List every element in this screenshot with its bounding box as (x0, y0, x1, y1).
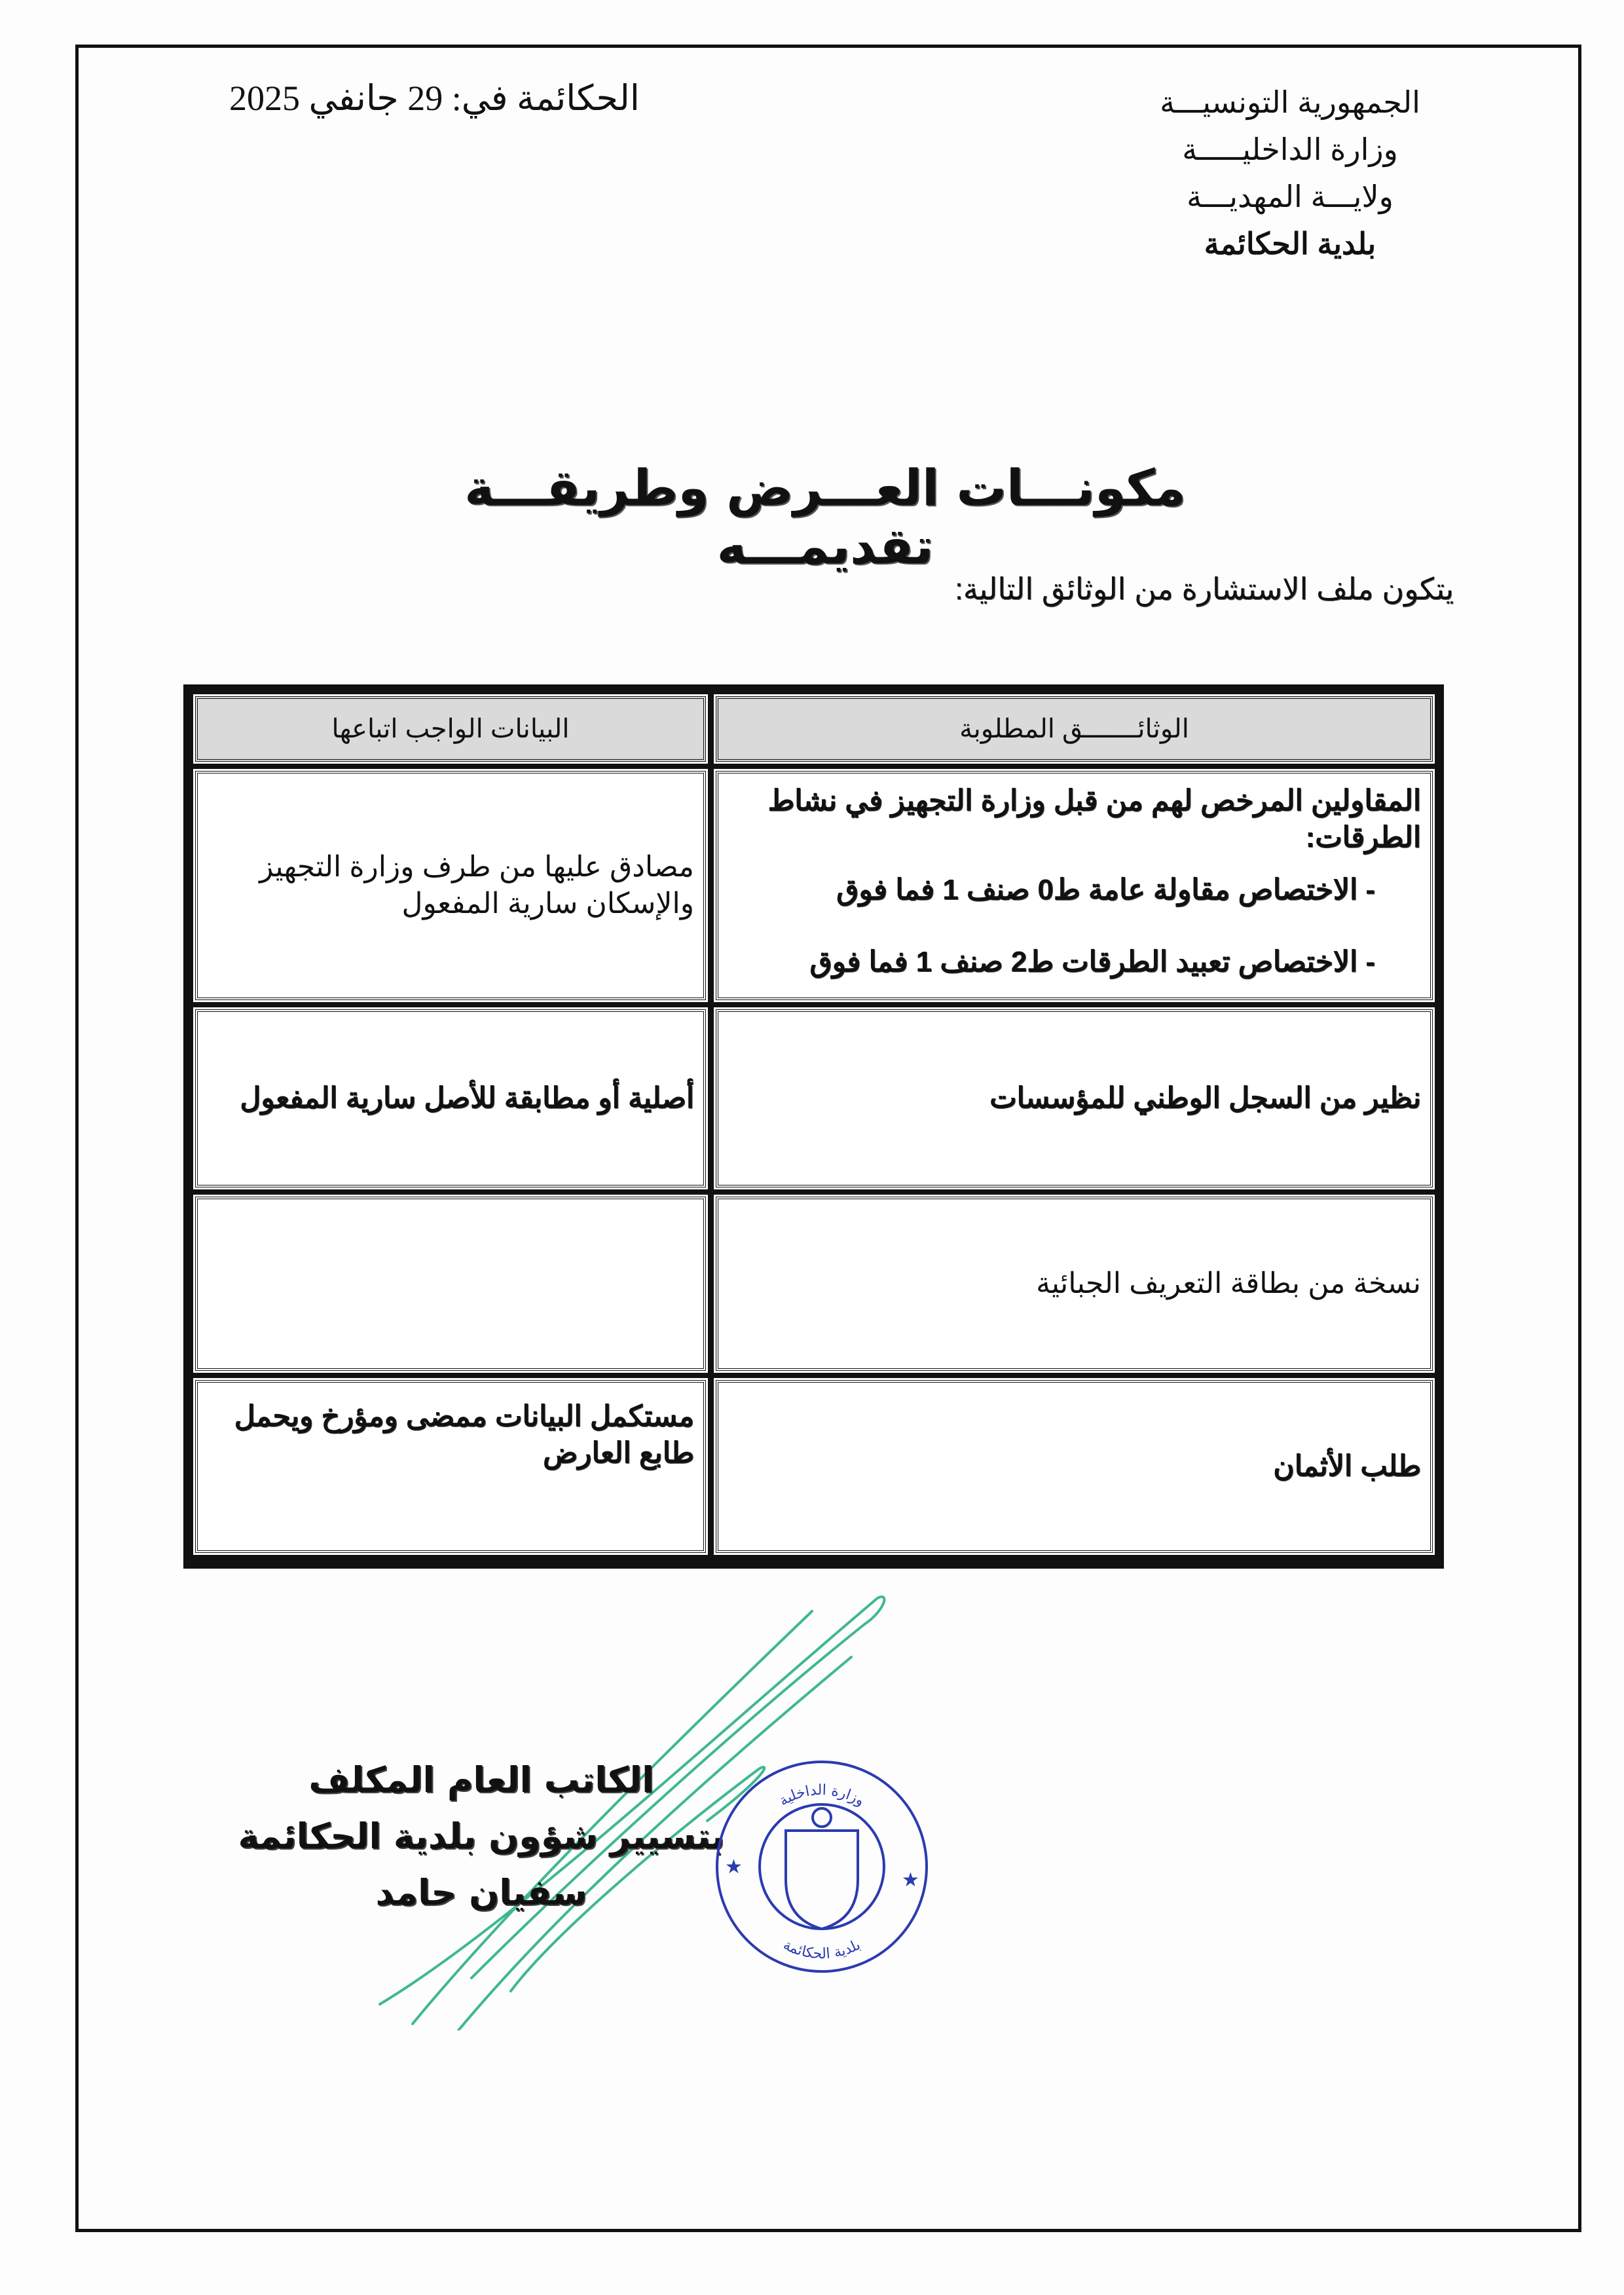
signatory-name: سفيان حامد (375, 1872, 587, 1913)
row-3-requirement-text (685, 1277, 703, 1290)
row-1-bullet-2: - الاختصاص تعبيد الطرقات ط2 صنف 1 فما فوق (809, 946, 1375, 978)
table-row-4-document (716, 1380, 1433, 1553)
table-row-2-document (716, 1009, 1433, 1187)
row-1-document-text: المقاولين المرخص لهم من قبل وزارة التجهيز في نشاط الطرقات: (767, 785, 1421, 853)
coat-of-arms-icon (786, 1831, 858, 1929)
table-header-documents (716, 696, 1433, 762)
table-row-4-requirement (195, 1380, 706, 1553)
table-header-requirements (195, 696, 706, 762)
letterhead (1153, 79, 1428, 267)
letterhead-ministry: وزارة الداخليـــــة (1182, 132, 1398, 166)
signatory-role: بتسيير شؤون بلدية الحكائمة (238, 1816, 725, 1857)
letterhead-governorate: ولايـــة المهديـــة (1187, 179, 1393, 214)
date-line: الحكائمة في: 29 جانفي 2025 (229, 79, 640, 118)
signatory-block (236, 1752, 727, 1921)
header-label: البيانات الواجب اتباعها (331, 715, 570, 743)
header-label: الوثائـــــــق المطلوبة (959, 715, 1189, 743)
crescent-star-icon (813, 1808, 831, 1827)
requirements-table (183, 684, 1444, 1569)
stamp-star-icon: ★ (725, 1856, 743, 1878)
row-1-bullet-1: - الاختصاص مقاولة عامة ط0 صنف 1 فما فوق (836, 874, 1375, 906)
letterhead-municipality: بلدية الحكائمة (1204, 227, 1376, 261)
table-row-1-requirement (195, 771, 706, 1000)
signatory-title: الكاتب العام المكلف (308, 1759, 654, 1801)
row-2-requirement-text: أصلية أو مطابقة للأصل سارية المفعول (240, 1082, 694, 1114)
stamp-star-icon: ★ (902, 1869, 919, 1892)
row-1-requirement-text: مصادق عليها من طرف وزارة التجهيز والإسكان سارية المفعول (259, 851, 694, 920)
row-2-document-text: نظير من السجل الوطني للمؤسسات (989, 1082, 1421, 1114)
row-4-requirement-text: مستكمل البيانات ممضى ومؤرخ ويحمل طابع العارض (234, 1400, 694, 1469)
letterhead-country: الجمهورية التونسيـــة (1160, 85, 1420, 119)
table-row-1-document (716, 771, 1433, 1000)
intro-text: يتكون ملف الاستشارة من الوثائق التالية: (954, 572, 1454, 606)
stamp-inner-ring (760, 1804, 884, 1929)
document-title: مكونـــات العـــرض وطريقـــة تقديمـــه (464, 458, 1186, 575)
stamp-top-text: وزارة الداخلية (776, 1782, 868, 1810)
stamp-bottom-text: بلدية الحكائمة (780, 1936, 864, 1963)
table-row-2-requirement (195, 1009, 706, 1187)
row-3-document-text: نسخة من بطاقة التعريف الجبائية (1036, 1267, 1421, 1299)
table-row-3-document (716, 1197, 1433, 1371)
table-row-3-requirement (195, 1197, 706, 1371)
row-4-document-text: طلب الأثمان (1273, 1450, 1421, 1482)
official-stamp (710, 1755, 933, 1978)
